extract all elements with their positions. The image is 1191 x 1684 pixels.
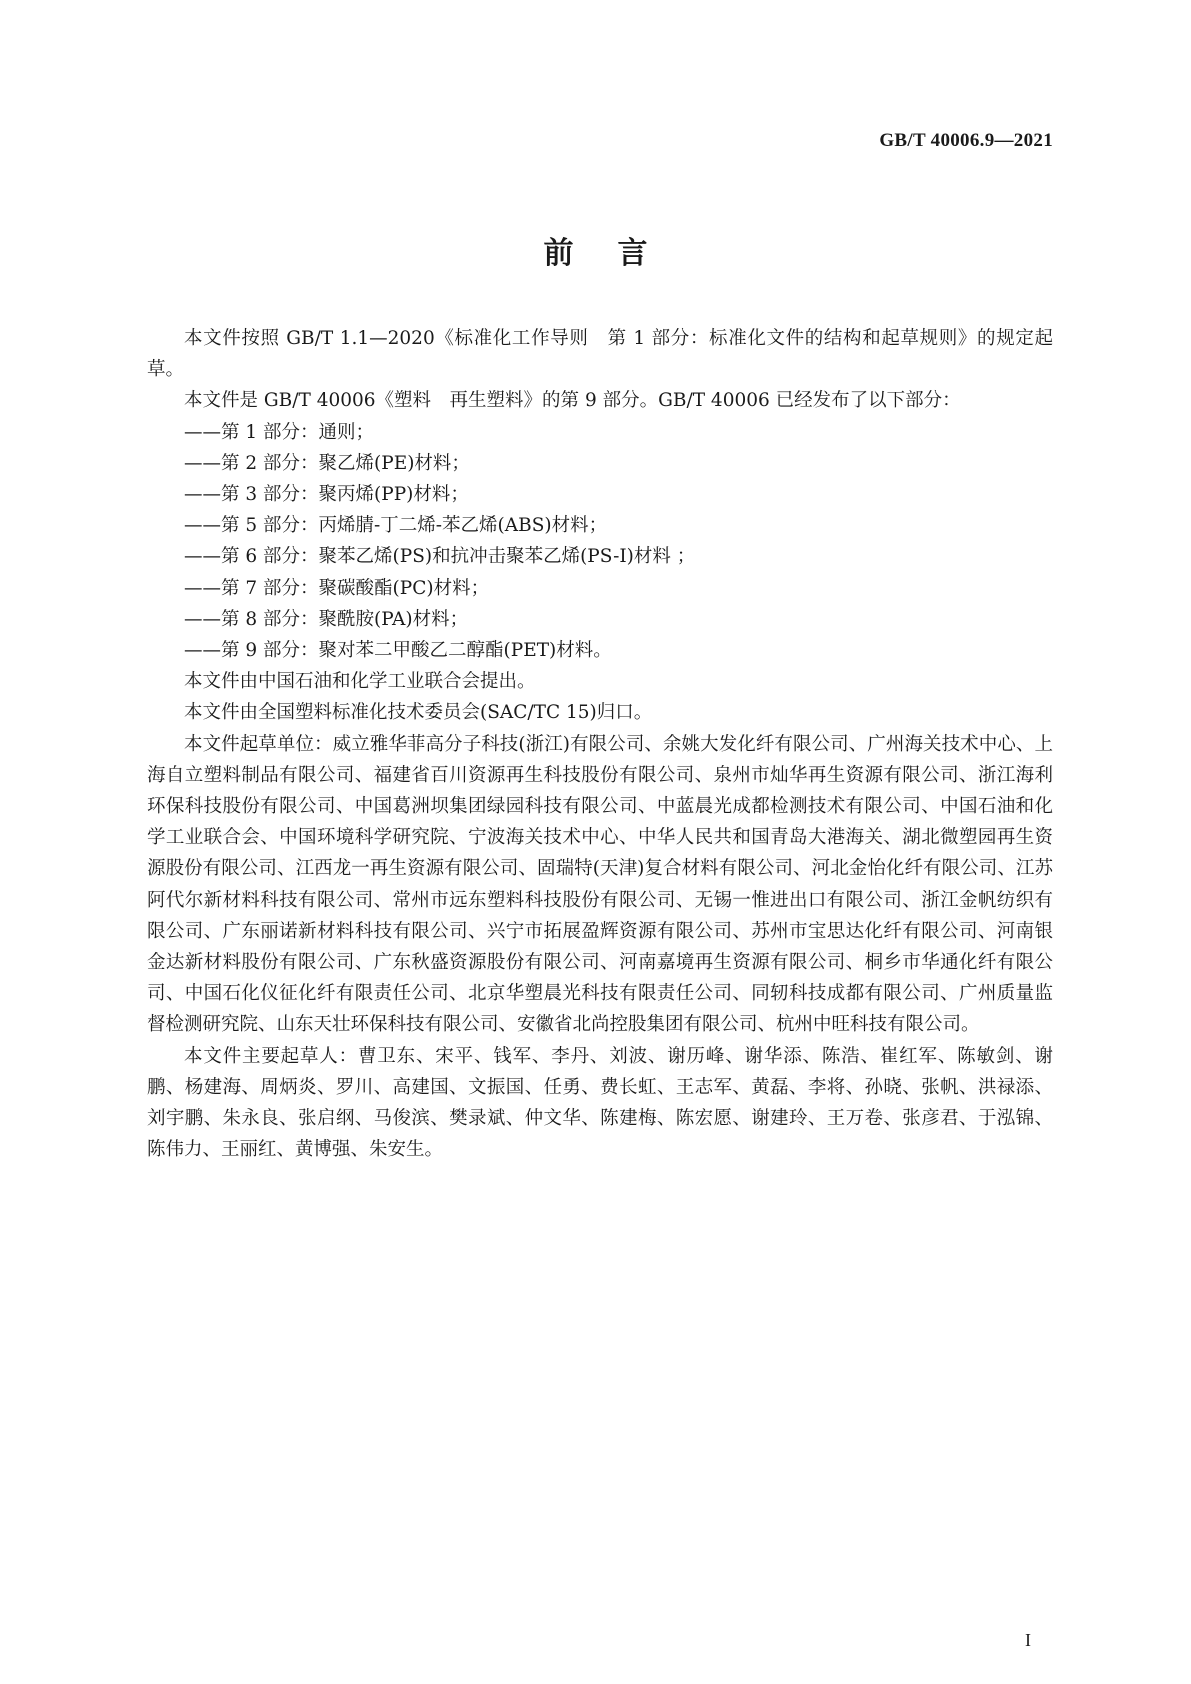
- list-item: ——第 3 部分：聚丙烯(PP)材料；: [184, 484, 469, 506]
- paragraph-technical-committee: 本文件由全国塑料标准化技术委员会(SAC/TC 15)归口。: [184, 702, 653, 724]
- page-number: I: [1025, 1630, 1031, 1650]
- list-item: ——第 1 部分：通则；: [184, 421, 375, 443]
- list-item: ——第 7 部分：聚碳酸酯(PC)材料；: [184, 577, 490, 599]
- list-item: ——第 5 部分：丙烯腈-丁二烯-苯乙烯(ABS)材料；: [184, 515, 608, 537]
- paragraph-drafting-rules: 本文件按照 GB/T 1.1—2020《标准化工作导则 第 1 部分：标准化文件的结构和起草规则》的规定起草。: [147, 328, 1053, 381]
- list-item: ——第 9 部分：聚对苯二甲酸乙二醇酯(PET)材料。: [184, 640, 612, 662]
- page-title: 前言: [543, 236, 692, 271]
- paragraph-proposer: 本文件由中国石油和化学工业联合会提出。: [184, 671, 536, 693]
- list-item: ——第 6 部分：聚苯乙烯(PS)和抗冲击聚苯乙烯(PS-I)材料 ；: [184, 546, 696, 568]
- list-item: ——第 2 部分：聚乙烯(PE)材料；: [184, 452, 470, 474]
- list-item: ——第 8 部分：聚酰胺(PA)材料；: [184, 608, 469, 630]
- foreword-body: [147, 323, 1053, 1165]
- paragraph-main-drafters: 本文件主要起草人：曹卫东、宋平、钱军、李丹、刘波、谢历峰、谢华添、陈浩、崔红军、陈敏剑、谢鹏、杨建海、周炳炎、罗川、高建国、文振国、任勇、费长虹、王志军、黄磊、李将、孙晓、张帆、洪禄添、刘宇鹏、朱永良、张启纲、马俊滨、樊录斌、仲文华、陈建梅、陈宏愿、谢建玲、王万卷、张彦君、于泓锦、陈伟力、王丽红、黄博强、朱安生。: [147, 1045, 1053, 1161]
- paragraph-drafting-organizations: 本文件起草单位：威立雅华菲高分子科技(浙江)有限公司、余姚大发化纤有限公司、广州海关技术中心、上海自立塑料制品有限公司、福建省百川资源再生科技股份有限公司、泉州市灿华再生资源有限公司、浙江海利环保科技股份有限公司、中国葛洲坝集团绿园科技有限公司、中蓝晨光成都检测技术有限公司、中国石油和化学工业联合会、中国环境科学研究院、宁波海关技术中心、中华人民共和国青岛大港海关、湖北微塑园再生资源股份有限公司、江西龙一再生资源有限公司、固瑞特(天津)复合材料有限公司、河北金怡化纤有限公司、江苏阿代尔新材料科技有限公司、常州市远东塑料科技股份有限公司、无锡一惟进出口有限公司、浙江金帆纺织有限公司、广东丽诺新材料科技有限公司、兴宁市拓展盈辉资源有限公司、苏州市宝思达化纤有限公司、河南银金达新材料股份有限公司、广东秋盛资源股份有限公司、河南嘉境再生资源有限公司、桐乡市华通化纤有限公司、中国石化仪征化纤有限责任公司、北京华塑晨光科技有限责任公司、同轫科技成都有限公司、广州质量监督检测研究院、山东天壮环保科技有限公司、安徽省北尚控股集团有限公司、杭州中旺科技有限公司。: [147, 733, 1053, 1036]
- standard-code: GB/T 40006.9—2021: [879, 130, 1053, 151]
- parts-list: [147, 417, 1053, 667]
- paragraph-series-intro: 本文件是 GB/T 40006《塑料 再生塑料》的第 9 部分。GB/T 40006 已经发布了以下部分：: [184, 390, 961, 412]
